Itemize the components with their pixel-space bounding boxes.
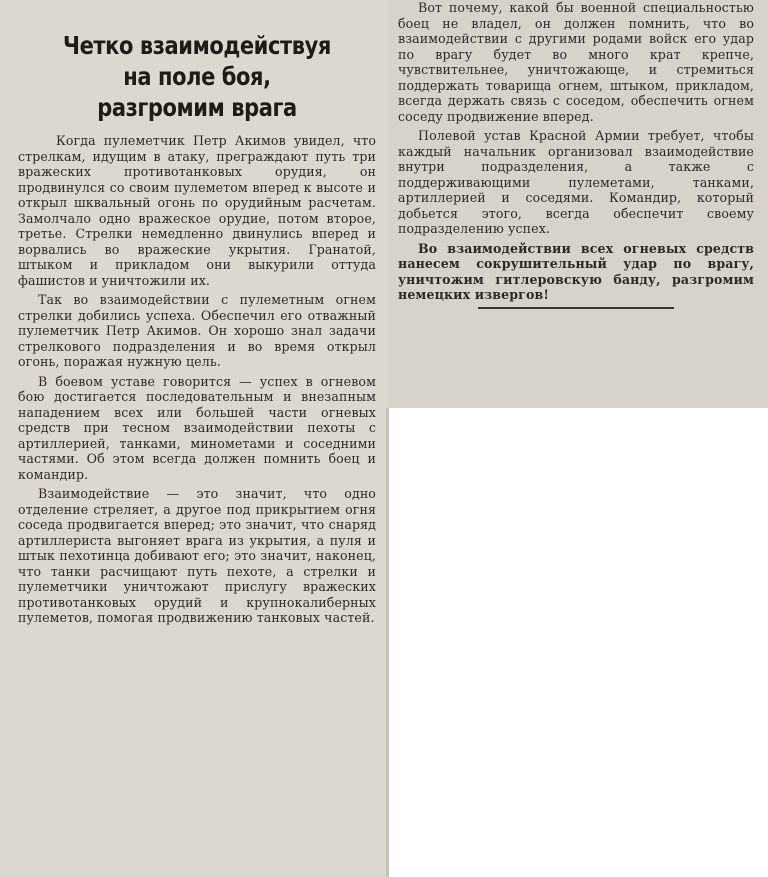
article-paragraph: Полевой устав Красной Армии требует, чтобы каждый начальник организовал взаимодействие внутри подразделения, а также с поддерживающими пулеметами, танками, артиллерией и соседями. Командир, который добьется этого, всегда обеспечит своему подразделению успех. [398,128,754,236]
article-paragraph: Взаимодействие — это значит, что одно отделение стреляет, а другое под прикрытием огня соседа продвигается вперед; это значит, что снаряд артиллериста выгоняет врага из укрытия, а пуля и штык пехотинца добивают его; это значит, наконец, что танки расчищают путь пехоте, а стрелки и пулеметчики уничтожают прислугу вражеских противотанковых орудий и крупнокалиберных пулеметов, помогая продвижению танковых частей. [18,486,376,625]
column-gap [386,408,389,877]
article-paragraph: Когда пулеметчик Петр Акимов увидел, что стрелкам, идущим в атаку, преграждают путь три вражеских противотанковых орудия, он продвинулся со своим пулеметом вперед к высоте и открыл шквальный огонь по орудийным расчетам. Замолчало одно вражеское орудие, потом второе, третье. Стрелки немедленно двинулись вперед и ворвались во вражеские укрытия. Гранатой, штыком и прикладом они выкурили оттуда фашистов и уничтожили их. [18,133,376,288]
newspaper-clipping-right-column [388,0,768,408]
closing-rule-divider [478,307,674,309]
article-paragraph: Так во взаимодействии с пулеметным огнем стрелки добились успеха. Обеспечил его отважный пулеметчик Петр Акимов. Он хорошо знал задачи стрелкового подразделения и во время открыл огонь, поражая нужную цель. [18,292,376,369]
article-headline [47,30,348,123]
article-closing-paragraph: Во взаимодействии всех огневых средств нанесем сокрушительный удар по врагу, уничтожим гитлеровскую банду, разгромим немецких извергов! [398,240,754,302]
article-paragraph: Вот почему, какой бы военной специальностью боец не владел, он должен помнить, что во взаимодействии с другими родами войск его удар по врагу будет во много крат крепче, чувствительнее, уничтожающе, и стремиться поддержать товарища огнем, штыком, прикладом, всегда держать связь с соседом, обеспечить огнем соседу продвижение вперед. [398,0,754,124]
headline-line-3: разгромим врага [97,93,297,122]
headline-line-2: на поле боя, [123,62,271,91]
headline-line-1: Четко взаимодействуя [63,31,331,60]
article-paragraph: В боевом уставе говорится — успех в огневом бою достигается последовательным и внезапным нападением всех или большей части огневых средств при тесном взаимодействии пехоты с артиллерией, танками, минометами и соседними частями. Об этом всегда должен помнить боец и командир. [18,373,376,482]
